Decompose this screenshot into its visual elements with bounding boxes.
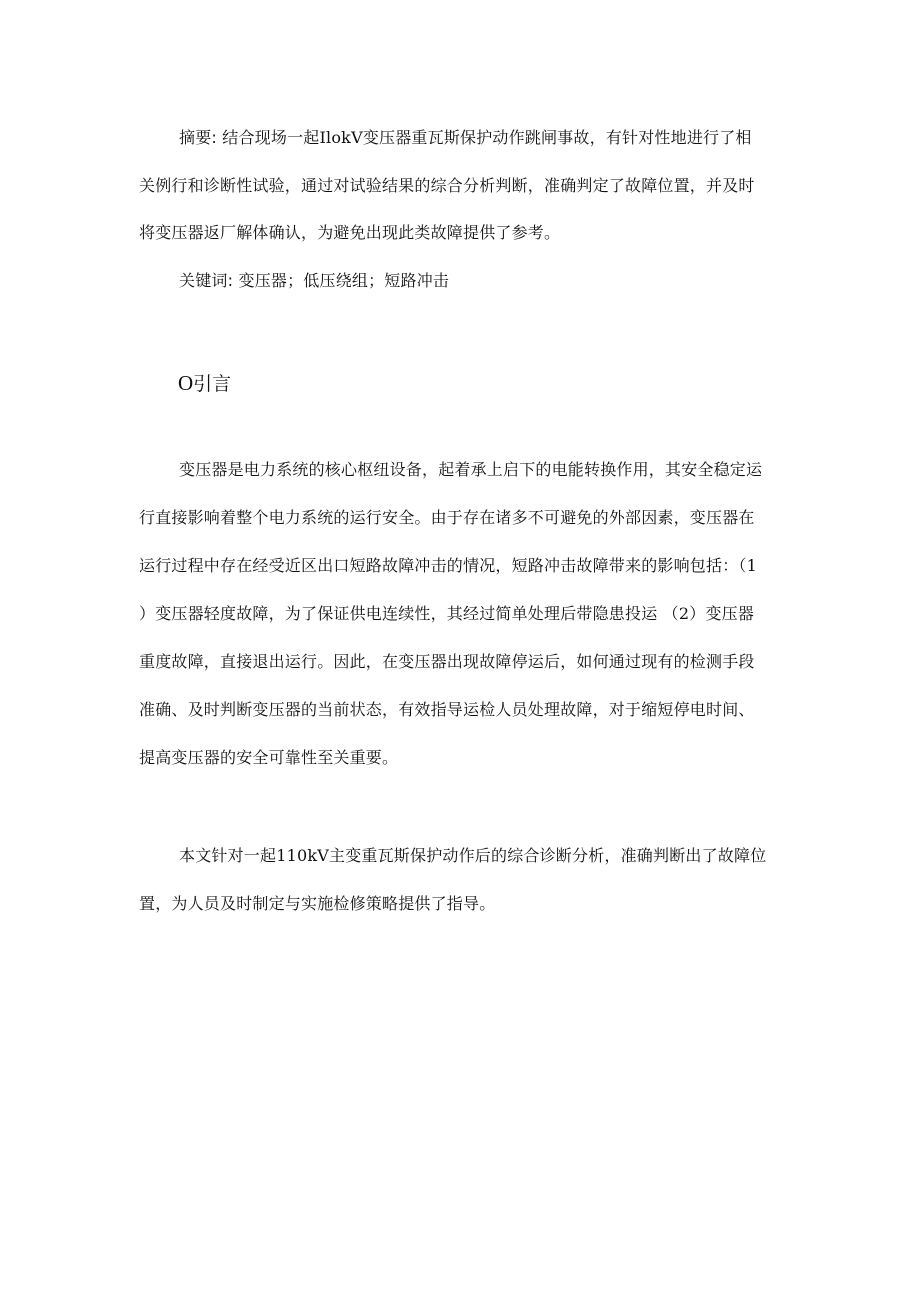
intro-line-5: 重度故障，直接退出运行。因此，在变压器出现故障停运后，如何通过现有的检测手段: [139, 652, 755, 671]
section-number: O: [178, 371, 194, 395]
abstract-line-2: 关例行和诊断性试验，通过对试验结果的综合分析判断，准确判定了故障位置，并及时: [139, 176, 755, 195]
keywords-text: 变压器；低压绕组；短路冲击: [238, 271, 450, 290]
abstract-text: 结合现场一起IlokV变压器重瓦斯保护动作跳闸事故，有针对性地进行了相: [222, 128, 752, 147]
intro-line-7: 提高变压器的安全可靠性至关重要。: [139, 748, 399, 767]
scope-line-2: 置，为人员及时制定与实施检修策略提供了指导。: [139, 894, 496, 913]
section-heading: [178, 371, 231, 396]
abstract-label: 摘要:: [179, 128, 217, 147]
intro-line-1: 变压器是电力系统的核心枢纽设备，起着承上启下的电能转换作用，其安全稳定运: [179, 460, 763, 479]
scope-line-1: 本文针对一起110kV主变重瓦斯保护动作后的综合诊断分析，准确判断出了故障位: [179, 846, 767, 865]
intro-line-4: ）变压器轻度故障，为了保证供电连续性，其经过简单处理后带隐患投运 （2）变压器: [139, 604, 755, 623]
abstract-line-1: [179, 128, 752, 148]
intro-line-2: 行直接影响着整个电力系统的运行安全。由于存在诸多不可避免的外部因素，变压器在: [139, 508, 755, 527]
keywords-line: [179, 271, 449, 291]
intro-line-3: 运行过程中存在经受近区出口短路故障冲击的情况，短路冲击故障带来的影响包括：（1: [139, 556, 757, 575]
abstract-line-3: 将变压器返厂解体确认，为避免出现此类故障提供了参考。: [139, 223, 561, 242]
section-title: 引言: [193, 373, 232, 395]
intro-line-6: 准确、及时判断变压器的当前状态，有效指导运检人员处理故障，对于缩短停电时间、: [139, 700, 755, 719]
keywords-label: 关键词:: [179, 271, 234, 290]
